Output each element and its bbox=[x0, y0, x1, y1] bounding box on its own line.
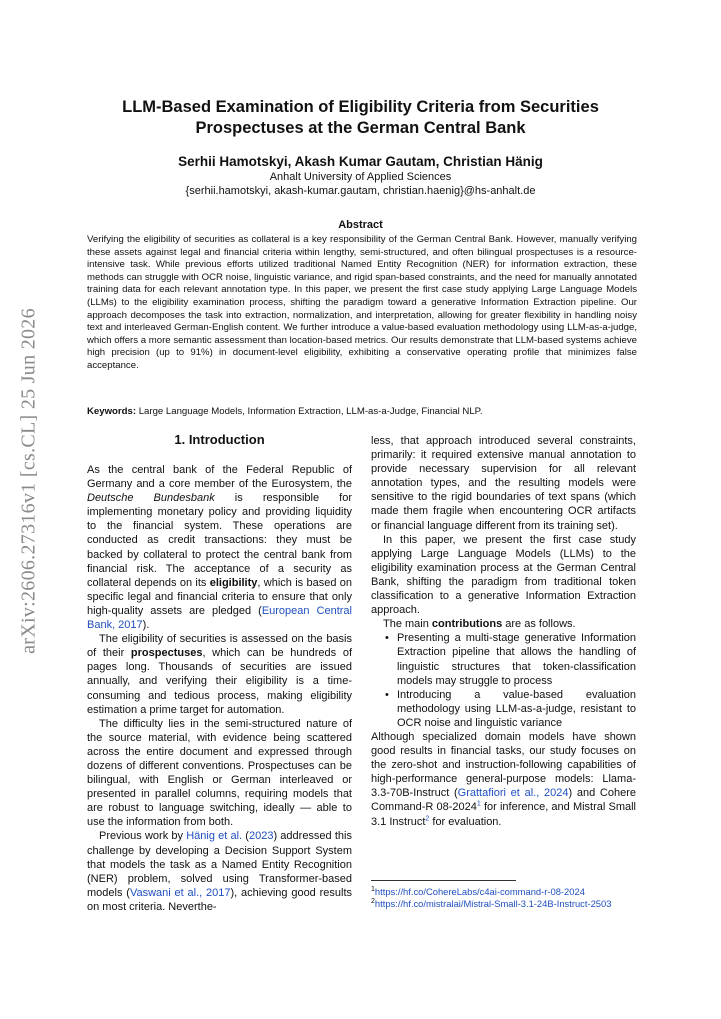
text-run: As the central bank of the Federal Republic of Germany and a core member of the Eurosystem, the bbox=[87, 464, 352, 491]
keywords-label: Keywords: bbox=[87, 406, 137, 417]
text-run: ) and Cohere Command-R 08-2024 bbox=[371, 787, 636, 814]
abstract-heading: Abstract bbox=[338, 219, 383, 231]
arxiv-identifier: arXiv:2606.27316v1 [cs.CL] 25 Jun 2026 bbox=[17, 308, 40, 654]
bold-prospectuses: prospectuses bbox=[130, 647, 203, 660]
intro-paragraph-7 bbox=[371, 730, 636, 829]
keywords-line bbox=[87, 406, 637, 417]
contributions-list bbox=[371, 631, 636, 730]
text-run: Although specialized domain models have shown good results in financial tasks, our study focuses on the zero-shot and instruction-following capabilities of high-performance general-purpose models: Llama-3.3-70B-Instruct ( bbox=[371, 730, 636, 800]
footnote-number: 2 bbox=[371, 898, 375, 906]
title-line-2: Prospectuses at the German Central Bank bbox=[195, 119, 526, 137]
footnote-marker[interactable]: 1 bbox=[476, 800, 481, 808]
section-heading-introduction: 1. Introduction bbox=[174, 432, 265, 447]
citation-link[interactable]: Grattafiori et al., 2024 bbox=[457, 787, 569, 800]
text-run: , which can be hundreds of pages long. Thousands of securities are issued annually, and verifying their eligibility is a time-consuming and tedious process, making eligibility estimation a prime target for automation. bbox=[87, 647, 352, 716]
text-run: The main bbox=[383, 618, 432, 631]
footnote-1 bbox=[371, 886, 641, 898]
footnote-2 bbox=[371, 898, 641, 910]
bold-eligibility: eligibility bbox=[209, 576, 258, 589]
intro-paragraph-3: The difficulty lies in the semi-structured nature of the source material, with evidence being scattered across the entire document and expressed through dozens of different conventions. Prospectuses can be bilingual, with English or German interleaved or presented in parallel columns, requiring models that are robust to language switching, ideally — able to use the information from both. bbox=[87, 717, 352, 829]
keywords-text: Large Language Models, Information Extraction, LLM-as-a-Judge, Financial NLP. bbox=[138, 406, 483, 417]
intro-paragraph-1 bbox=[87, 463, 352, 632]
author-list: Serhii Hamotskyi, Akash Kumar Gautam, Christian Hänig bbox=[178, 154, 543, 169]
citation-link[interactable]: Hänig et al. bbox=[186, 830, 243, 843]
text-run: for evaluation. bbox=[429, 815, 502, 828]
intro-paragraph-5: less, that approach introduced several constraints, primarily: it required extensive manual annotation to provide necessary supervision for all relevant annotation types, and the resulting models were sensitive to the rigid boundaries of text spans (which made them fragile when encountering OCR artifacts or financial language different from its training set). bbox=[371, 435, 636, 532]
text-run: ) addressed this challenge by developing a Decision Support System that models the task as a Named Entity Recognition (NER) problem, solved using Transformer-based models ( bbox=[87, 830, 352, 899]
footnote-divider bbox=[371, 880, 516, 881]
emphasis-bundesbank: Deutsche Bundesbank bbox=[87, 492, 215, 505]
footnotes bbox=[371, 886, 641, 911]
abstract-body: Verifying the eligibility of securities as collateral is a key responsibility of the German Central Bank. However, manually verifying these assets against legal and financial criteria within lengthy, semi-structured, and often bilingual prospectuses is a resource-intensive task. While previous efforts utilized traditional Named Entity Recognition (NER) for information extraction, these methods can struggle with OCR noise, linguistic variance, and rigid span-based constraints, and the need for manually annotated training data for each relevant annotation type. In this paper, we present the first case study applying Large Language Models (LLMs) to the eligibility examination process, shifting the paradigm toward a generative Information Extraction pipeline. Our approach decomposes the task into extraction, normalization, and interpretation, allowing for greater flexibility in handling noisy text and interleaved German-English content. We further introduce a value-based evaluation methodology using LLM-as-a-judge, which offers a more semantic assessment than location-based metrics. Our results demonstrate that LLM-based systems achieve high precision (up to 91%) in document-level eligibility, exhibiting a conservative operating profile that minimizes false acceptance. bbox=[87, 234, 637, 371]
intro-paragraph-2 bbox=[87, 632, 352, 717]
bold-contributions: contributions bbox=[431, 618, 503, 631]
text-run: is responsible for implementing monetary policy and providing liquidity to the financial system. These operations are conducted as credit transactions: they must be backed by collateral to protect the central bank from financial risk. The acceptance of a security as collateral depends on its bbox=[87, 492, 352, 589]
footnote-link[interactable]: https://hf.co/mistralai/Mistral-Small-3.1-24B-Instruct-2503 bbox=[374, 898, 612, 910]
intro-paragraph-6: In this paper, we present the first case study applying Large Language Models (LLMs) to the eligibility examination process at the German Central Bank, shifting the paradigm from traditional token classification to a generative Information Extraction approach. bbox=[371, 533, 636, 617]
text-run: ). bbox=[142, 619, 150, 632]
citation-link[interactable]: 2023 bbox=[248, 830, 274, 843]
text-run: The eligibility of securities is assessed on the basis of their bbox=[87, 633, 352, 660]
footnote-number: 1 bbox=[371, 885, 375, 893]
footnote-link[interactable]: https://hf.co/CohereLabs/c4ai-command-r-08-2024 bbox=[374, 886, 585, 897]
intro-paragraph-4 bbox=[87, 829, 352, 914]
list-item: • Introducing a value-based evaluation methodology using LLM-as-a-judge, resistant to OCR noise and linguistic variance bbox=[385, 688, 636, 730]
footnote-marker[interactable]: 2 bbox=[425, 814, 430, 822]
right-column bbox=[371, 434, 636, 829]
text-run: are as follows. bbox=[502, 618, 576, 631]
text-run: ), achieving good results on most criteria. Neverthe- bbox=[87, 886, 353, 913]
title-line-1: LLM-Based Examination of Eligibility Criteria from Securities bbox=[122, 98, 599, 116]
text-run: for inference, and Mistral Small 3.1 Instruct bbox=[371, 801, 637, 828]
list-item: • Presenting a multi-stage generative Information Extraction pipeline that allows the handling of linguistic structures that token-classification models may struggle to process bbox=[385, 631, 636, 687]
paper-title bbox=[0, 97, 721, 139]
author-emails: {serhii.hamotskyi, akash-kumar.gautam, christian.haenig}@hs-anhalt.de bbox=[185, 185, 536, 197]
text-run: ( bbox=[242, 830, 249, 843]
left-column bbox=[87, 463, 352, 914]
contributions-lead bbox=[371, 617, 636, 631]
text-run: , which is based on specific legal and financial criteria to ensure that only high-quality assets are pledged ( bbox=[87, 576, 352, 617]
citation-link[interactable]: Vaswani et al., 2017 bbox=[129, 886, 231, 899]
citation-link[interactable]: European Central Bank, 2017 bbox=[87, 604, 352, 632]
text-run: Previous work by bbox=[99, 830, 187, 843]
affiliation: Anhalt University of Applied Sciences bbox=[269, 171, 452, 183]
